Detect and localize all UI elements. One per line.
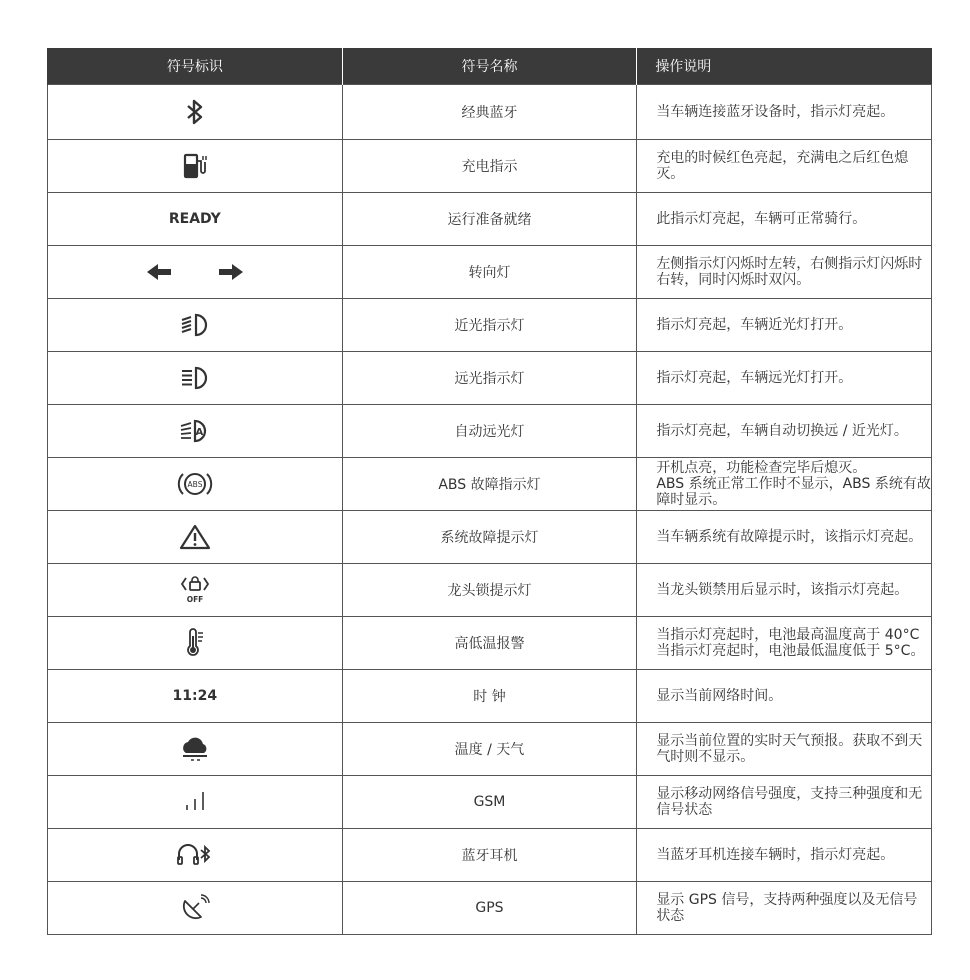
row-name: 远光指示灯 (342, 352, 637, 405)
abs-icon (48, 458, 343, 511)
table-row (48, 458, 932, 511)
row-description: 指示灯亮起，车辆远光灯打开。 (637, 352, 932, 405)
table-row (48, 776, 932, 829)
row-description: 指示灯亮起，车辆近光灯打开。 (637, 299, 932, 352)
low-beam-icon (48, 299, 343, 352)
row-description: 指示灯亮起，车辆自动切换远 / 近光灯。 (637, 405, 932, 458)
row-name: 蓝牙耳机 (342, 829, 637, 882)
row-name: 温度 / 天气 (342, 723, 637, 776)
row-description: 此指示灯亮起，车辆可正常骑行。 (637, 193, 932, 246)
table-row (48, 193, 932, 246)
row-description: 当龙头锁禁用后显示时，该指示灯亮起。 (637, 564, 932, 617)
svg-text:ABS: ABS (187, 480, 203, 489)
row-description: 当车辆连接蓝牙设备时，指示灯亮起。 (637, 85, 932, 140)
row-description: 充电的时候红色亮起，充满电之后红色熄灭。 (637, 140, 932, 193)
row-description: 开机点亮，功能检查完毕后熄灭。 ABS 系统正常工作时不显示，ABS 系统有故障时显示。 (637, 458, 932, 511)
row-name: 经典蓝牙 (342, 85, 637, 140)
svg-text:A: A (195, 427, 204, 438)
table-row (48, 723, 932, 776)
row-description: 显示当前位置的实时天气预报。获取不到天气时则不显示。 (637, 723, 932, 776)
turn-signal-icon (48, 246, 343, 299)
row-name: GSM (342, 776, 637, 829)
row-description: 显示移动网络信号强度，支持三种强度和无信号状态 (637, 776, 932, 829)
auto-high-beam-icon (48, 405, 343, 458)
table-row (48, 352, 932, 405)
row-name: GPS (342, 882, 637, 935)
row-name: 转向灯 (342, 246, 637, 299)
header-symbol: 符号标识 (48, 48, 343, 85)
table-row (48, 829, 932, 882)
row-name: 自动远光灯 (342, 405, 637, 458)
charging-icon (48, 140, 343, 193)
table-row (48, 511, 932, 564)
clock-symbol: 11:24 (48, 670, 343, 723)
row-description: 当指示灯亮起时，电池最高温度高于 40°C 当指示灯亮起时，电池最低温度低于 5°C。 (637, 617, 932, 670)
table-row (48, 140, 932, 193)
handlebar-lock-icon (48, 564, 343, 617)
row-name: 时 钟 (342, 670, 637, 723)
signal-strength-icon (48, 776, 343, 829)
row-description: 当蓝牙耳机连接车辆时，指示灯亮起。 (637, 829, 932, 882)
row-name: ABS 故障指示灯 (342, 458, 637, 511)
table-row (48, 299, 932, 352)
bluetooth-icon (48, 85, 343, 140)
header-name: 符号名称 (342, 48, 637, 85)
row-name: 充电指示 (342, 140, 637, 193)
row-name: 系统故障提示灯 (342, 511, 637, 564)
table-row (48, 85, 932, 140)
indicator-table (47, 48, 932, 935)
bluetooth-headset-icon (48, 829, 343, 882)
row-description: 左侧指示灯闪烁时左转，右侧指示灯闪烁时右转，同时闪烁时双闪。 (637, 246, 932, 299)
warning-icon (48, 511, 343, 564)
table-row (48, 246, 932, 299)
row-name: 近光指示灯 (342, 299, 637, 352)
gps-icon (48, 882, 343, 935)
table-row (48, 617, 932, 670)
high-beam-icon (48, 352, 343, 405)
table-row (48, 670, 932, 723)
row-description: 显示当前网络时间。 (637, 670, 932, 723)
table-row (48, 564, 932, 617)
table-row (48, 882, 932, 935)
table-row (48, 405, 932, 458)
row-description: 显示 GPS 信号，支持两种强度以及无信号状态 (637, 882, 932, 935)
row-name: 高低温报警 (342, 617, 637, 670)
row-name: 龙头锁提示灯 (342, 564, 637, 617)
table-header-row (48, 48, 932, 85)
svg-text:OFF: OFF (186, 595, 204, 604)
header-description: 操作说明 (637, 48, 932, 85)
row-description: 当车辆系统有故障提示时，该指示灯亮起。 (637, 511, 932, 564)
thermometer-icon (48, 617, 343, 670)
weather-icon (48, 723, 343, 776)
ready-symbol: READY (48, 193, 343, 246)
row-name: 运行准备就绪 (342, 193, 637, 246)
